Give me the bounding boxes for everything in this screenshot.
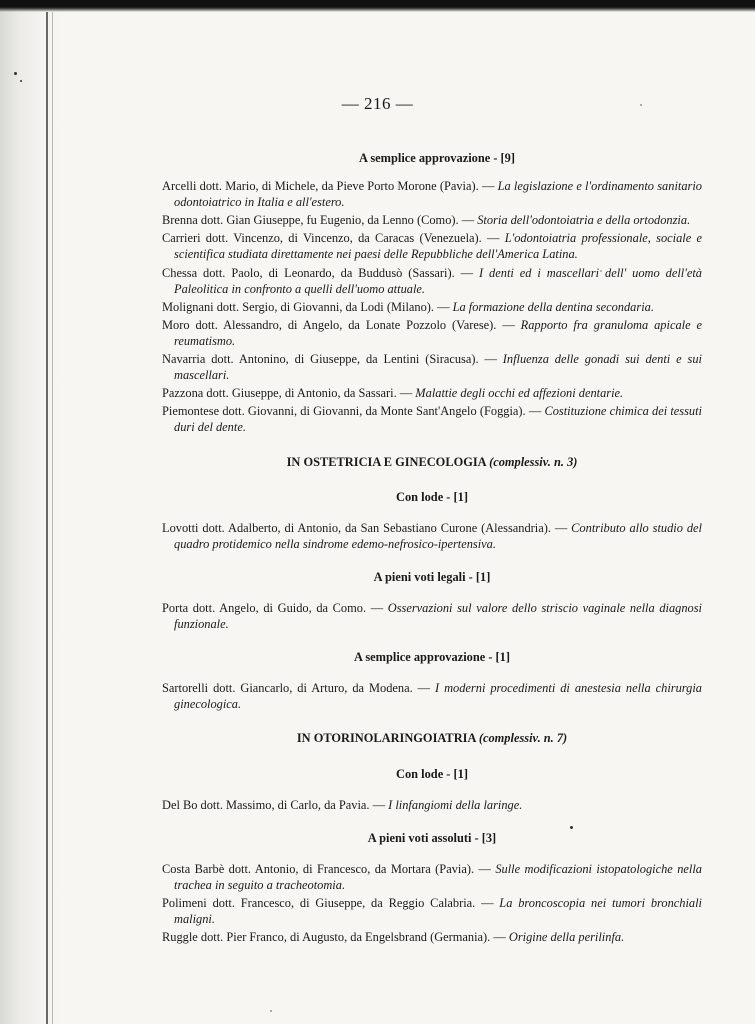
list-item: Chessa dott. Paolo, di Leonardo, da Buddusò (Sassari). — I denti ed i mascellari dell' uomo dell'età Paleolitica in confronto a quelli dell'uomo attuale.: [162, 265, 702, 296]
group-semplice-approvazione: [162, 649, 702, 712]
scan-binding-line-secondary: [52, 12, 53, 1024]
group-pieni-voti-legali: [162, 569, 702, 632]
scan-speck: [20, 80, 22, 82]
sub-heading: Con lode - [1]: [396, 489, 468, 504]
page-content: [162, 150, 702, 962]
list-item: Arcelli dott. Mario, di Michele, da Pieve Porto Morone (Pavia). — La legislazione e l'ordinamento sanitario odontoiatrico in Italia e all'estero.: [162, 179, 702, 210]
list-item: Polimeni dott. Francesco, di Giuseppe, da Reggio Calabria. — La broncoscopia nei tumori bronchiali maligni.: [162, 896, 702, 927]
list-item: Ruggle dott. Pier Franco, di Augusto, da Engelsbrand (Germania). — Origine della perilinfa.: [162, 930, 625, 945]
first-entries-list: [162, 178, 702, 435]
list-item: Sartorelli dott. Giancarlo, di Arturo, da Modena. — I moderni procedimenti di anestesia nella chirurgia ginecologica.: [162, 681, 702, 712]
list-item: Lovotti dott. Adalberto, di Antonio, da San Sebastiano Curone (Alessandria). — Contributo allo studio del quadro protidemico nella sindrome edemo-nefrosico-ipertensiva.: [162, 520, 702, 551]
list-item: Porta dott. Angelo, di Guido, da Como. — Osservazioni sul valore dello striscio vaginale nella diagnosi funzionale.: [162, 600, 703, 632]
list-item: Del Bo dott. Massimo, di Carlo, da Pavia. — I linfangiomi della laringe.: [162, 797, 523, 812]
section-heading-otorinolaringoiatria: IN OTORINOLARINGOIATRIA (complessiv. n. 7): [296, 731, 568, 746]
group-con-lode: [162, 766, 702, 813]
sub-heading: A pieni voti legali - [1]: [373, 569, 491, 584]
group-pieni-voti-assoluti: [162, 830, 702, 946]
page-number: — 216 —: [341, 94, 414, 113]
section-heading-ostetricia: IN OSTETRICIA E GINECOLOGIA (complessiv. n. 3): [286, 454, 578, 469]
list-item: Piemontese dott. Giovanni, di Giovanni, da Monte Sant'Angelo (Foggia). — Costituzione chimica dei tessuti duri del dente.: [162, 404, 702, 435]
group-con-lode: [162, 489, 702, 552]
sub-heading: A semplice approvazione - [1]: [353, 650, 510, 665]
list-item: Navarria dott. Antonino, di Giuseppe, da Lentini (Siracusa). — Influenza delle gonadi sui denti e sui mascellari.: [162, 352, 702, 383]
scan-binding-line: [46, 12, 48, 1024]
first-heading: A semplice approvazione - [9]: [358, 151, 515, 165]
list-item: Moro dott. Alessandro, di Angelo, da Lonate Pozzolo (Varese). — Rapporto fra granuloma apicale e reumatismo.: [162, 317, 703, 348]
scan-speck: [270, 1010, 272, 1012]
list-item: Pazzona dott. Giuseppe, di Antonio, da Sassari. — Malattie degli occhi ed affezioni dentarie.: [162, 386, 624, 401]
list-item: Carrieri dott. Vincenzo, di Vincenzo, da Caracas (Venezuela). — L'odontoiatria professionale, sociale e scientifica studiata direttamente nei paesi delle Repubbliche dell'America Latina.: [162, 231, 702, 262]
scan-speck: [14, 72, 17, 75]
sub-heading: A pieni voti assoluti - [3]: [367, 830, 497, 845]
list-item: Molignani dott. Sergio, di Giovanni, da Lodi (Milano). — La formazione della dentina secondaria.: [162, 299, 654, 314]
scan-top-edge: [0, 0, 755, 12]
list-item: Costa Barbè dott. Antonio, di Francesco, da Mortara (Pavia). — Sulle modificazioni istopatologiche nella trachea in seguito a tracheotomia.: [162, 861, 702, 892]
sub-heading: Con lode - [1]: [396, 766, 468, 781]
list-item: Brenna dott. Gian Giuseppe, fu Eugenio, da Lenno (Como). — Storia dell'odontoiatria e della ortodonzia.: [162, 213, 691, 228]
